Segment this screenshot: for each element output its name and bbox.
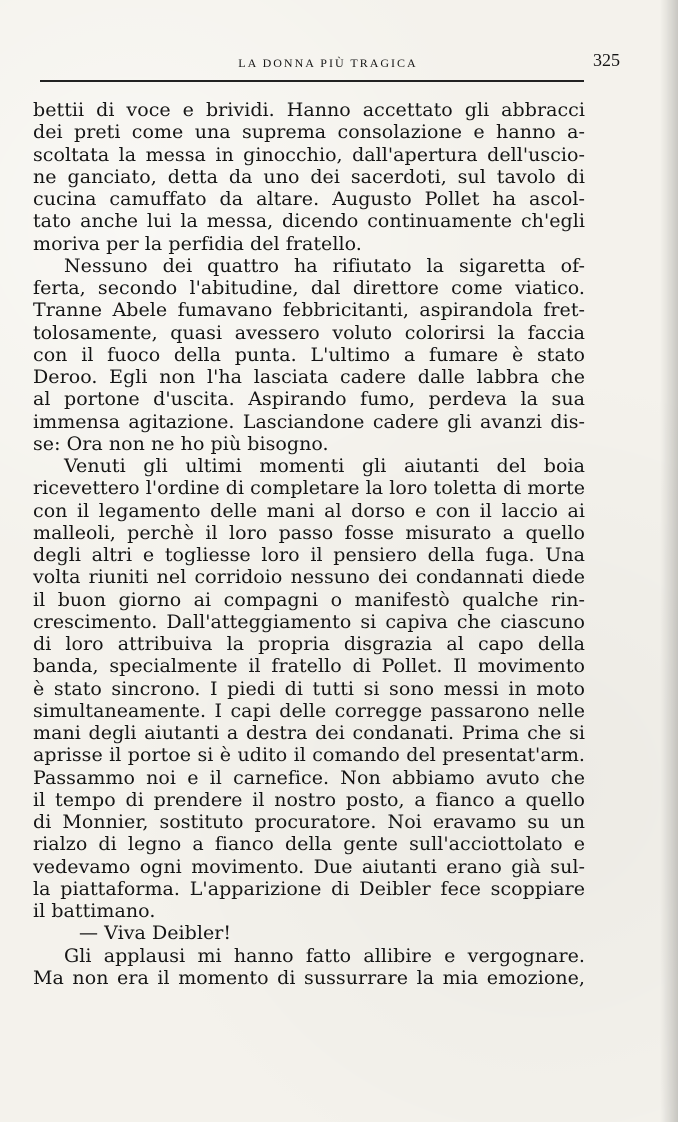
text-line: simultaneamente. I capi delle corregge passarono nelle — [33, 699, 585, 722]
running-head — [36, 50, 620, 74]
text-line: ricevettero l'ordine di completare la loro toletta di morte — [33, 477, 586, 500]
text-line: è stato sincrono. I piedi di tutti si sono messi in moto — [33, 677, 585, 700]
text-line: Tranne Abele fumavano febbricitanti, aspirandola fret- — [33, 299, 585, 322]
text-line: cucina camuffato da altare. Augusto Pollet ha ascol- — [33, 188, 585, 210]
header-rule — [40, 80, 584, 82]
text-line: scoltata la messa in ginocchio, dall'apertura dell'uscio- — [33, 143, 585, 166]
text-line: il battimano. — [33, 900, 156, 922]
text-line: bettii di voce e brividi. Hanno accettato gli abbracci — [33, 99, 585, 121]
text-line: dei preti come una suprema consolazione e hanno a- — [33, 121, 585, 144]
text-line: se: Ora non ne ho più bisogno. — [33, 432, 329, 455]
text-line: con il legamento delle mani al dorso e con il laccio ai — [33, 499, 585, 522]
text-line: mani degli aiutanti a destra dei condanati. Prima che si — [33, 722, 585, 744]
text-line: immensa agitazione. Lasciandone cadere gli avanzi dis- — [33, 410, 585, 433]
text-line: di loro attribuiva la propria disgrazia al capo della — [33, 633, 585, 655]
text-line: al portone d'uscita. Aspirando fumo, perdeva la sua — [33, 388, 585, 411]
text-line: Ma non era il momento di sussurrare la mia emozione, — [33, 966, 585, 989]
text-line: di Monnier, sostituto procuratore. Noi eravamo su un — [33, 811, 585, 833]
text-line: la piattaforma. L'apparizione di Deibler fece scoppiare — [33, 877, 585, 900]
page-gutter-shadow — [660, 0, 678, 1122]
main-text — [33, 99, 585, 989]
text-line: moriva per la perfidia del fratello. — [33, 232, 362, 255]
running-title: LA DONNA PIÙ TRAGICA — [238, 56, 418, 70]
text-line: banda, specialmente il fratello di Pollet. Il movimento — [33, 655, 585, 678]
text-line: vedevamo ogni movimento. Due aiutanti erano già sul- — [33, 855, 585, 878]
text-line: Gli applausi mi hanno fatto allibire e vergognare. — [64, 944, 585, 967]
text-line: Passammo noi e il carnefice. Non abbiamo avuto che — [33, 766, 585, 789]
text-line: degli altri e togliesse loro il pensiero della fuga. Una — [33, 544, 585, 566]
text-line: Venuti gli ultimi momenti gli aiutanti del boia — [64, 455, 585, 477]
text-line: malleoli, perchè il loro passo fosse misurato a quello — [33, 521, 585, 544]
text-line: Deroo. Egli non l'ha lasciata cadere dalle labbra che — [33, 366, 585, 388]
text-line: aprisse il portoe si è udito il comando del presentat'arm. — [33, 744, 585, 767]
text-line: il buon giorno ai compagni o manifestò qualche rin- — [33, 588, 585, 611]
text-line: volta riuniti nel corridoio nessuno dei condannati diede — [33, 566, 585, 589]
text-line: crescimento. Dall'atteggiamento si capiva che ciascuno — [33, 610, 585, 633]
text-line: Nessuno dei quattro ha rifiutato la sigaretta of- — [64, 254, 585, 277]
text-line: ferta, secondo l'abitudine, dal direttore come viatico. — [33, 277, 585, 299]
text-line: ne ganciato, detta da uno dei sacerdoti, sul tavolo di — [33, 165, 585, 188]
page-number: 325 — [593, 50, 620, 70]
text-line: tato anche lui la messa, dicendo continuamente ch'egli — [33, 210, 585, 233]
text-line: rialzo di legno a fianco della gente sull'acciottolato e — [33, 833, 585, 856]
text-line: con il fuoco della punta. L'ultimo a fumare è stato — [33, 343, 585, 366]
text-line: il tempo di prendere il nostro posto, a fianco a quello — [33, 788, 585, 811]
text-line: tolosamente, quasi avessero voluto colorirsi la faccia — [33, 321, 585, 344]
dialogue-line: — Viva Deibler! — [79, 922, 232, 945]
